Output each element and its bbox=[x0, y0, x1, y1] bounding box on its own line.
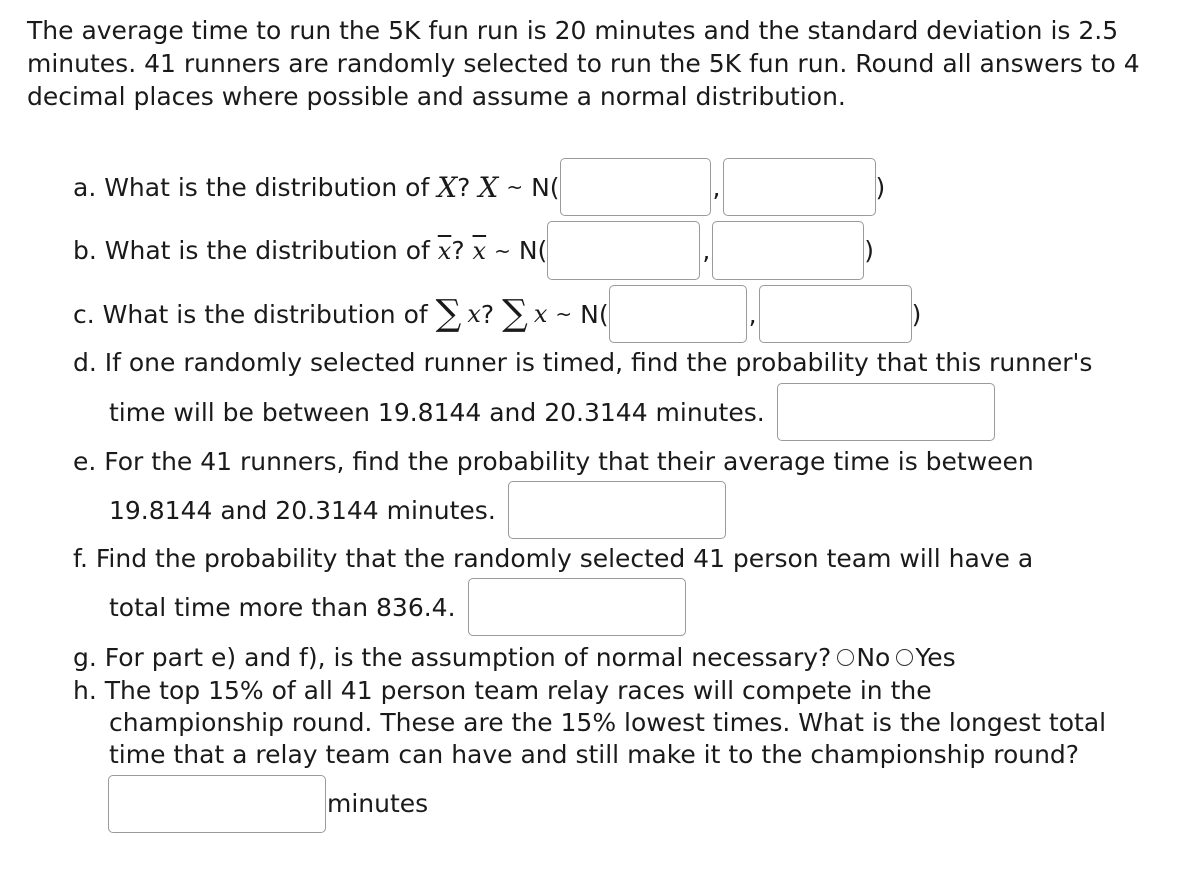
comma: , bbox=[702, 236, 711, 265]
question-e-text: 19.8144 and 20.3144 minutes. bbox=[109, 495, 496, 525]
var-x-repeat: X bbox=[478, 170, 499, 204]
normal-open: N( bbox=[531, 172, 560, 202]
question-f-line1: f. Find the probability that the randomly selected 41 person team will have a bbox=[73, 544, 1034, 573]
e-answer-input[interactable] bbox=[508, 481, 726, 539]
h-answer-input[interactable] bbox=[108, 775, 326, 833]
question-mark: ? bbox=[451, 236, 465, 265]
question-c bbox=[73, 285, 921, 343]
question-h-line3: time that a relay team can have and still make it to the championship round? bbox=[109, 740, 1080, 769]
a-sd-input[interactable] bbox=[723, 158, 876, 216]
d-answer-input[interactable] bbox=[777, 383, 995, 441]
question-a bbox=[73, 158, 885, 216]
question-d-text: time will be between 19.8144 and 20.3144 minutes. bbox=[109, 397, 765, 427]
var-sum-x: x bbox=[467, 300, 481, 328]
question-b-label: b. What is the distribution of bbox=[73, 236, 430, 265]
b-sd-input[interactable] bbox=[712, 221, 864, 280]
radio-yes-label[interactable]: Yes bbox=[915, 643, 956, 672]
sigma-symbol: ∑ bbox=[435, 293, 462, 334]
var-x: X bbox=[437, 170, 458, 204]
radio-yes[interactable] bbox=[896, 649, 913, 666]
question-g bbox=[73, 643, 956, 672]
question-d-line2 bbox=[109, 383, 995, 441]
question-mark: ? bbox=[457, 172, 471, 202]
comma: , bbox=[712, 172, 721, 202]
c-mean-input[interactable] bbox=[609, 285, 747, 343]
question-d-line1: d. If one randomly selected runner is timed, find the probability that this runner's bbox=[73, 348, 1093, 377]
question-f-line2 bbox=[109, 578, 686, 636]
normal-close: ) bbox=[864, 236, 875, 265]
question-e-line2 bbox=[109, 481, 726, 539]
normal-close: ) bbox=[911, 299, 922, 329]
question-h-line2: championship round. These are the 15% lowest times. What is the longest total bbox=[109, 708, 1107, 737]
a-mean-input[interactable] bbox=[560, 158, 711, 216]
tilde: ~ bbox=[555, 302, 573, 326]
question-mark: ? bbox=[480, 299, 495, 329]
var-xbar: $\overline{x}$ bbox=[437, 236, 452, 265]
tilde: ~ bbox=[494, 238, 511, 263]
tilde: ~ bbox=[506, 175, 524, 199]
question-h-answer bbox=[108, 775, 428, 833]
normal-close: ) bbox=[875, 172, 886, 202]
unit-minutes: minutes bbox=[327, 789, 429, 818]
question-g-text: g. For part e) and f), is the assumption of normal necessary? bbox=[73, 643, 832, 672]
f-answer-input[interactable] bbox=[468, 578, 686, 636]
comma: , bbox=[748, 299, 757, 329]
radio-no-label[interactable]: No bbox=[856, 643, 891, 672]
b-mean-input[interactable] bbox=[547, 221, 700, 280]
sigma-symbol-repeat: ∑ bbox=[502, 293, 528, 334]
question-a-label: a. What is the distribution of bbox=[73, 172, 430, 202]
question-f-text: total time more than 836.4. bbox=[109, 592, 456, 622]
problem-intro: The average time to run the 5K fun run is 20 minutes and the standard deviation is 2.5 minutes. 41 runners are randomly selected to run the 5K fun run. Round all answers to 4 decimal places where possible and assume a normal distribution. bbox=[27, 16, 1140, 111]
question-h-line1: h. The top 15% of all 41 person team relay races will compete in the bbox=[73, 676, 932, 705]
var-xbar-repeat: $\overline{x}$ bbox=[472, 236, 487, 265]
normal-open: N( bbox=[518, 236, 548, 265]
normal-open: N( bbox=[580, 299, 609, 329]
c-sd-input[interactable] bbox=[759, 285, 912, 343]
question-c-label: c. What is the distribution of bbox=[73, 299, 428, 329]
question-b bbox=[73, 221, 874, 280]
var-sum-x-repeat: x bbox=[533, 300, 548, 328]
question-e-line1: e. For the 41 runners, find the probability that their average time is between bbox=[73, 447, 1034, 476]
radio-no[interactable] bbox=[837, 649, 854, 666]
